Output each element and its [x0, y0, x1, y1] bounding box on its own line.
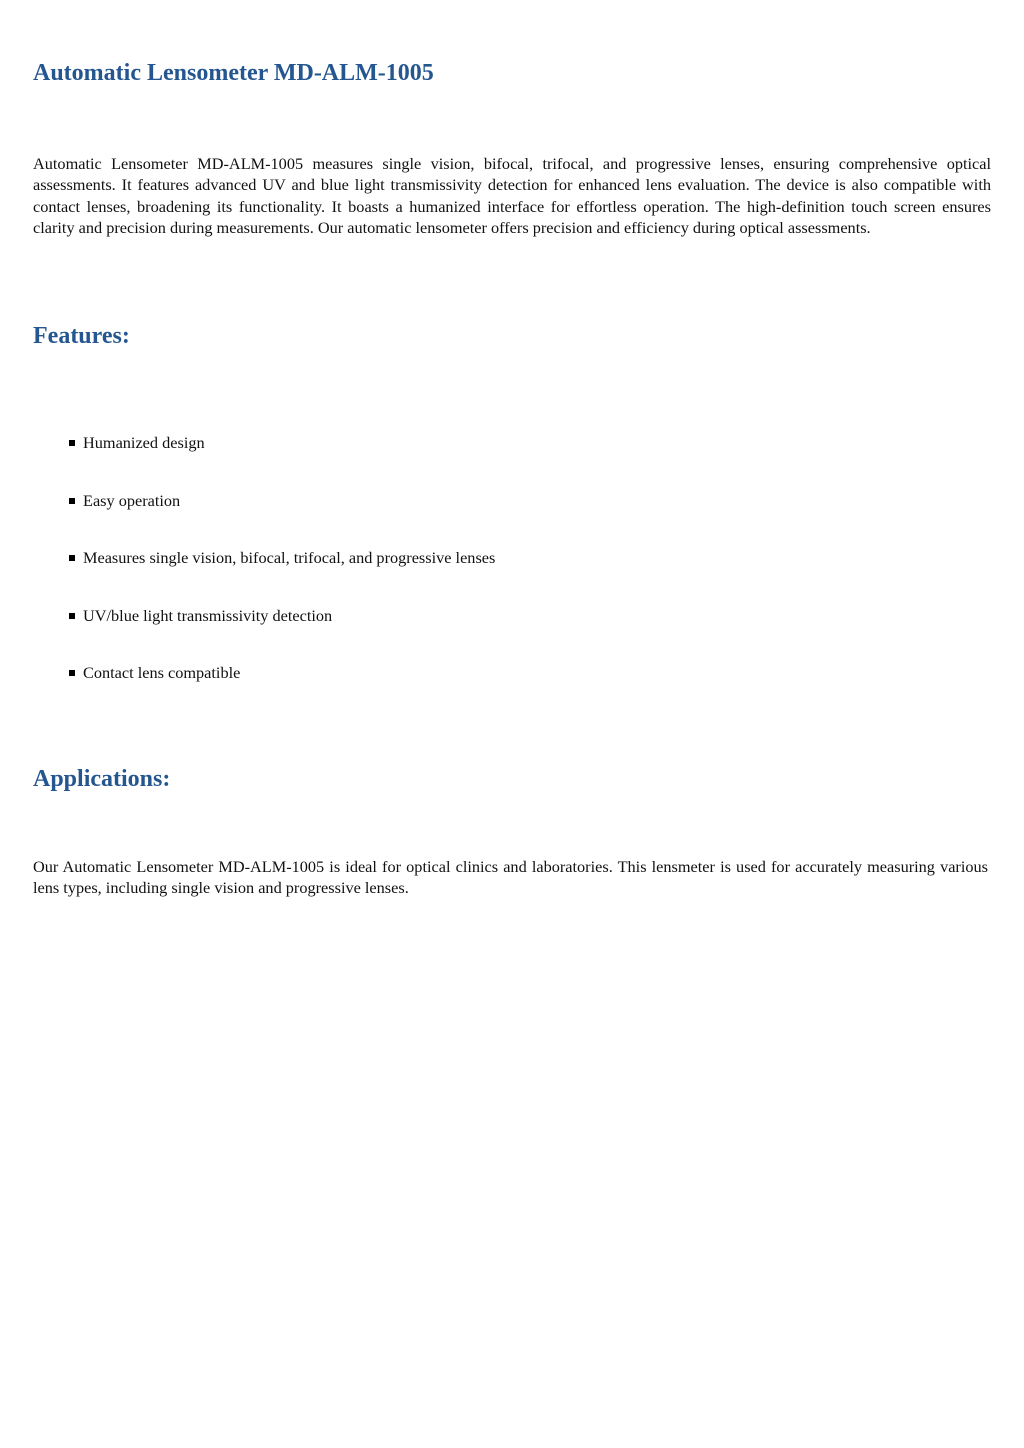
list-item: [69, 433, 205, 453]
bullet-square-icon: [69, 440, 75, 446]
bullet-square-icon: [69, 613, 75, 619]
page-title: Automatic Lensometer MD-ALM-1005: [33, 60, 434, 86]
list-item: [69, 491, 180, 511]
bullet-square-icon: [69, 670, 75, 676]
bullet-square-icon: [69, 555, 75, 561]
feature-label: UV/blue light transmissivity detection: [83, 606, 333, 625]
feature-label: Easy operation: [83, 491, 181, 510]
applications-heading: Applications:: [33, 766, 171, 792]
intro-paragraph: Automatic Lensometer MD-ALM-1005 measures single vision, bifocal, trifocal, and progressive lenses, ensuring comprehensive optical assessments. It features advanced UV and blue light transmissivity detection for enhanced lens evaluation. The device is also compatible with contact lenses, broadening its functionality. It boasts a humanized interface for effortless operation. The high-definition touch screen ensures clarity and precision during measurements. Our automatic lensometer offers precision and efficiency during optical assessments.: [33, 154, 991, 237]
applications-paragraph: Our Automatic Lensometer MD-ALM-1005 is ideal for optical clinics and laboratories. This lensmeter is used for accurately measuring various lens types, including single vision and progressive lenses.: [33, 857, 988, 898]
list-item: [69, 663, 240, 683]
feature-label: Humanized design: [83, 433, 205, 452]
list-item: [69, 548, 495, 568]
features-heading: Features:: [33, 323, 130, 349]
list-item: [69, 606, 332, 626]
feature-label: Measures single vision, bifocal, trifocal, and progressive lenses: [83, 548, 496, 567]
feature-label: Contact lens compatible: [83, 663, 241, 682]
bullet-square-icon: [69, 498, 75, 504]
